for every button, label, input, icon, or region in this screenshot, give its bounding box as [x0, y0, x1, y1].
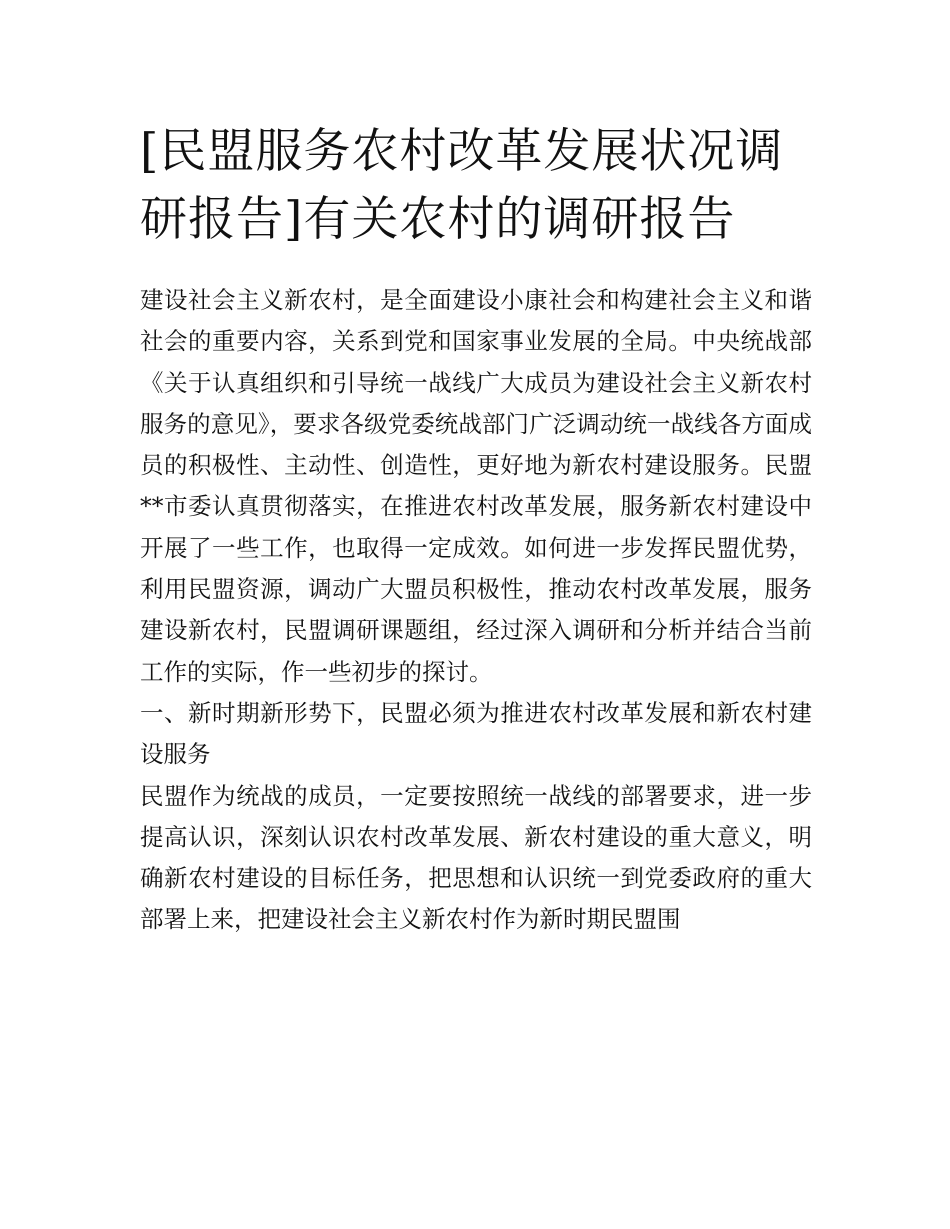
paragraph-section-1: 民盟作为统战的成员，一定要按照统一战线的部署要求，进一步提高认识，深刻认识农村改革发展、新农村建设的重大意义，明确新农村建设的目标任务，把思想和认识统一到党委政府的重大部署上来，把建设社会主义新农村作为新时期民盟围 — [140, 781, 812, 934]
paragraph-intro: 建设社会主义新农村，是全面建设小康社会和构建社会主义和谐社会的重要内容，关系到党和国家事业发展的全局。中央统战部《关于认真组织和引导统一战线广大成员为建设社会主义新农村服务的意见》，要求各级党委统战部门广泛调动统一战线各方面成员的积极性、主动性、创造性，更好地为新农村建设服务。民盟**市委认真贯彻落实，在推进农村改革发展，服务新农村建设中开展了一些工作，也取得一定成效。如何进一步发挥民盟优势，利用民盟资源，调动广大盟员积极性，推动农村改革发展，服务建设新农村，民盟调研课题组，经过深入调研和分析并结合当前工作的实际，作一些初步的探讨。 — [140, 286, 812, 686]
section-heading-1: 一、新时期新形势下，民盟必须为推进农村改革发展和新农村建设服务 — [140, 698, 812, 769]
document-body — [140, 280, 812, 941]
document-title: [民盟服务农村改革发展状况调研报告]有关农村的调研报告 — [140, 124, 784, 247]
